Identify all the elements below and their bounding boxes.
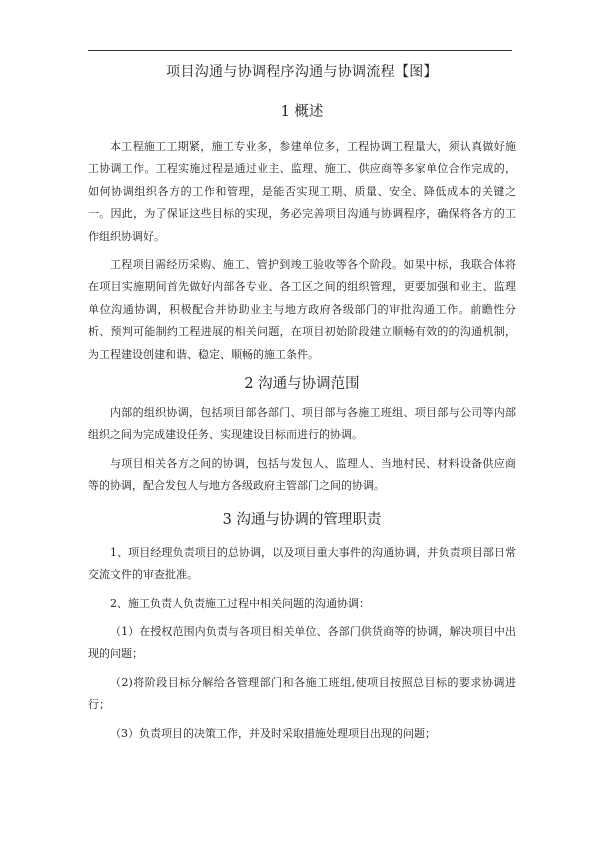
section-heading-scope: 2 沟通与协调范围 — [244, 376, 360, 393]
document-title: 项目沟通与协调程序沟通与协调流程【图】 — [166, 64, 438, 80]
responsibility-item-1: 1、项目经理负责项目的总协调，以及项目重大事件的沟通协调，并负责项目部日常交流文件的审查批准。 — [88, 545, 516, 582]
overview-paragraph-1: 本工程施工工期紧，施工专业多，参建单位多，工程协调工程量大，须认真做好施工协调工作。工程实施过程是通过业主、监理、施工、供应商等多家单位合作完成的，如何协调组织各方的工作和管理，是能否实现工期、质量、安全、降低成本的关键之一。因此，为了保证这些目标的实现，务必完善项目沟通与协调程序，确保将各方的工作组织协调好。 — [88, 140, 516, 243]
responsibility-item-2: 2、施工负责人负责施工过程中相关问题的沟通协调： — [110, 596, 370, 610]
responsibility-subitem-3: （3）负责项目的决策工作，并及时采取措施处理项目出现的问题； — [110, 726, 436, 740]
document-body — [88, 60, 516, 745]
responsibility-subitem-2: （2)将阶段目标分解给各管理部门和各施工班组,使项目按照总目标的要求协调进行； — [88, 675, 516, 712]
header-rule — [88, 50, 512, 51]
overview-paragraph-2: 工程项目需经历采购、施工、管护到竣工验收等各个阶段。如果中标，我联合体将在项目实施期间首先做好内部各专业、各工区之间的组织管理，更要加强和业主、监理单位沟通协调，积极配合并协助业主与地方政府各级部门的审批沟通工作。前瞻性分析、预判可能制约工程进展的相关问题，在项目初始阶段建立顺畅有效的的沟通机制，为工程建设创建和谐、稳定、顺畅的施工条件。 — [88, 258, 516, 361]
scope-paragraph-2: 与项目相关各方之间的协调，包括与发包人、监理人、当地村民、材料设备供应商等的协调，配合发包人与地方各级政府主管部门之间的协调。 — [88, 456, 516, 493]
scope-paragraph-1: 内部的组织协调，包括项目部各部门、项目部与各施工班组、项目部与公司等内部组织之间为完成建设任务、实现建设目标而进行的协调。 — [88, 406, 516, 442]
responsibility-subitem-1: （1）在授权范围内负责与各项目相关单位、各部门供货商等的协调，解决项目中出现的问题； — [88, 624, 516, 661]
section-heading-overview: 1 概述 — [280, 104, 324, 120]
section-heading-responsibilities: 3 沟通与协调的管理职责 — [222, 511, 382, 528]
